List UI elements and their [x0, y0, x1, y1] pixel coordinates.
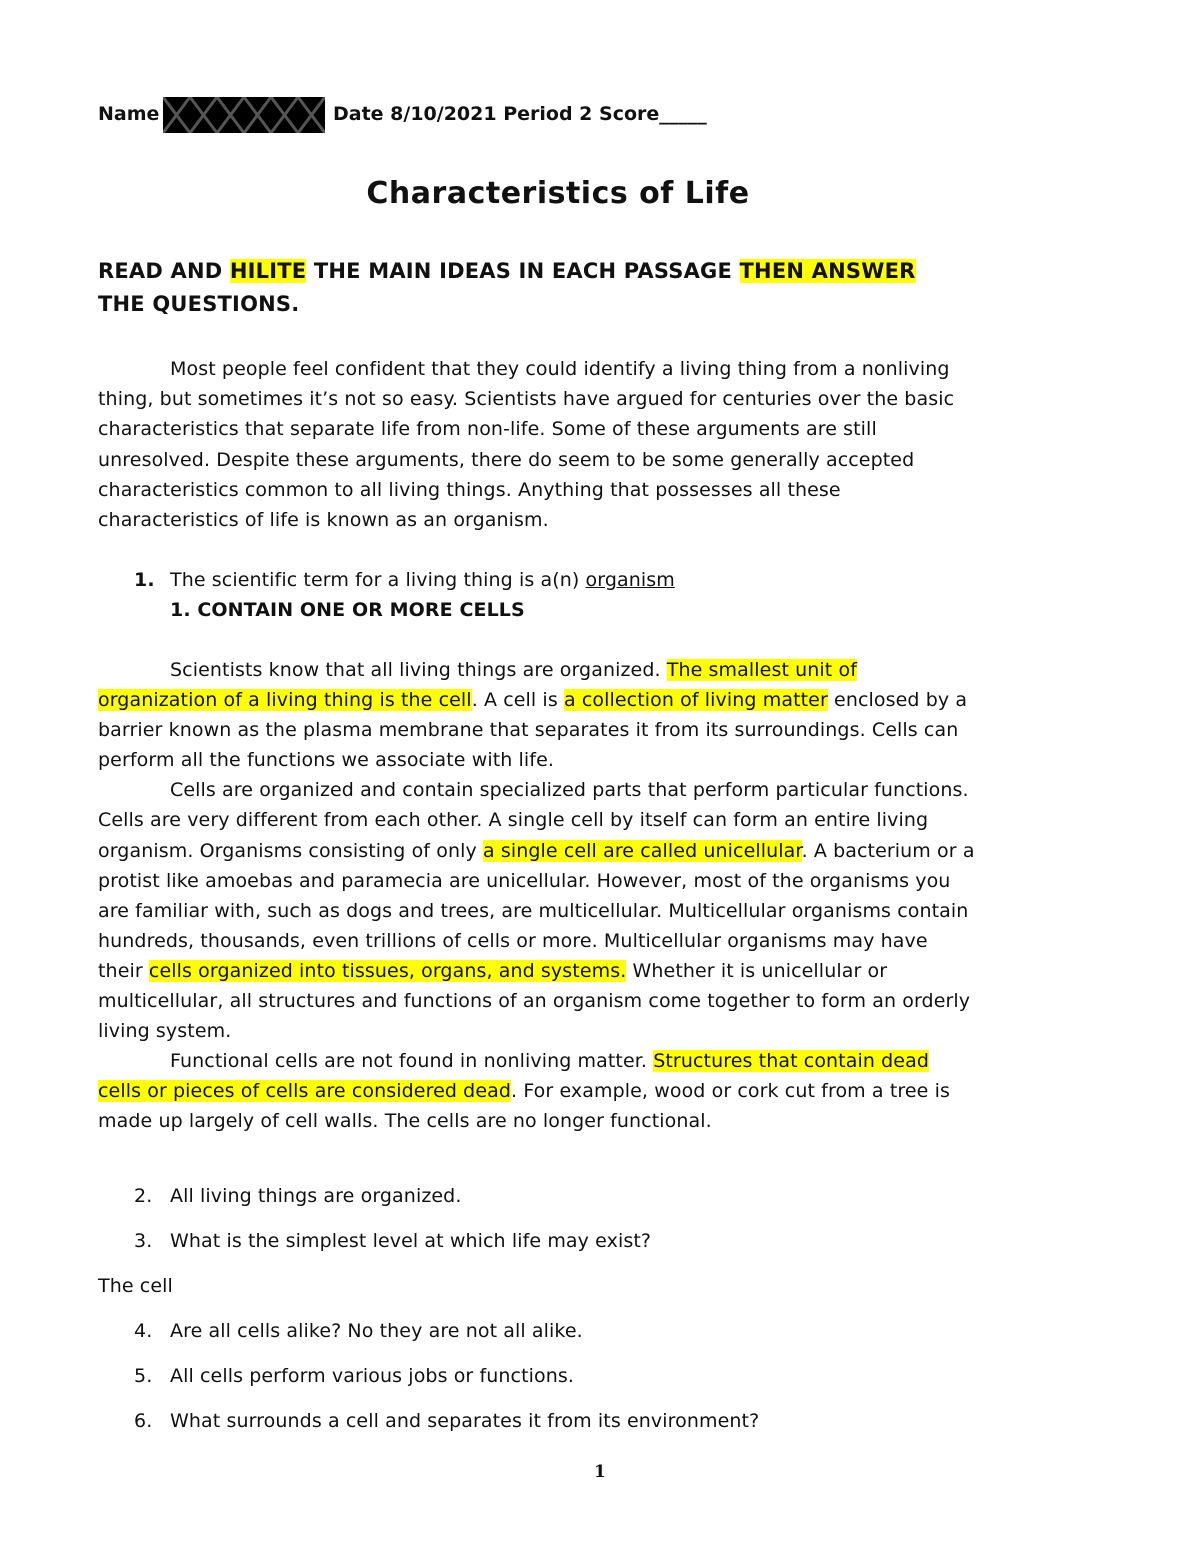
- page-number: 1: [594, 1462, 606, 1482]
- passage-text: organism. Organisms consisting of only: [98, 840, 483, 862]
- passage-line: made up largely of cell walls. The cells are no longer functional.: [98, 1110, 712, 1132]
- passage-line: hundreds, thousands, even trillions of cells or more. Multicellular organisms may have: [98, 930, 928, 952]
- question-1-answer: organism: [585, 569, 675, 591]
- passage-line: multicellular, all structures and functions of an organism come together to form an orderly: [98, 990, 971, 1012]
- passage-line: [170, 1050, 929, 1072]
- page-title: Characteristics of Life: [366, 176, 750, 211]
- instructions-text: READ AND: [98, 259, 230, 283]
- section-heading: 1. CONTAIN ONE OR MORE CELLS: [170, 599, 525, 621]
- passage-line: are familiar with, such as dogs and trees, are multicellular. Multicellular organisms contain: [98, 900, 969, 922]
- passage-text: Whether it is unicellular or: [626, 960, 888, 982]
- question-4-number: 4.: [134, 1320, 153, 1342]
- instructions-highlight-then-answer: THEN ANSWER: [739, 259, 916, 283]
- intro-line: characteristics common to all living things. Anything that possesses all these: [98, 479, 841, 501]
- instructions-highlight-hilite: HILITE: [229, 259, 307, 283]
- question-1: [170, 569, 675, 591]
- passage-line: Cells are organized and contain specialized parts that perform particular functions.: [170, 779, 969, 801]
- intro-line: characteristics of life is known as an organism.: [98, 509, 549, 531]
- passage-text: . A cell is: [471, 689, 564, 711]
- question-1-text: The scientific term for a living thing is a(n): [170, 569, 586, 591]
- question-3-text: What is the simplest level at which life may exist?: [170, 1230, 652, 1252]
- question-3-number: 3.: [134, 1230, 153, 1252]
- question-4-text: Are all cells alike? No they are not all alike.: [170, 1320, 583, 1342]
- passage-highlight: a collection of living matter: [563, 689, 828, 711]
- passage-text: . For example, wood or cork cut from a tree is: [511, 1080, 950, 1102]
- passage-line: Cells are very different from each other. A single cell by itself can form an entire living: [98, 809, 929, 831]
- passage-line: [98, 1080, 950, 1102]
- passage-line: [98, 689, 967, 711]
- passage-line: [170, 659, 857, 681]
- passage-highlight: cells organized into tissues, organs, and systems.: [148, 960, 627, 982]
- name-label: Name: [98, 103, 160, 125]
- passage-text: their: [98, 960, 149, 982]
- question-2-number: 2.: [134, 1185, 153, 1207]
- intro-line: thing, but sometimes it’s not so easy. Scientists have argued for centuries over the basic: [98, 388, 955, 410]
- question-5-number: 5.: [134, 1365, 153, 1387]
- instructions-line-1: [98, 259, 916, 283]
- instructions-text: THE MAIN IDEAS IN EACH PASSAGE: [306, 259, 740, 283]
- passage-highlight: The smallest unit of: [666, 659, 858, 681]
- redaction-pattern-icon: [163, 97, 325, 133]
- question-6-number: 6.: [134, 1410, 153, 1432]
- instructions-line-2: THE QUESTIONS.: [98, 292, 300, 316]
- question-3-answer: The cell: [98, 1275, 173, 1297]
- passage-highlight: organization of a living thing is the cell: [98, 689, 472, 711]
- question-5-text: All cells perform various jobs or functions.: [170, 1365, 575, 1387]
- passage-line: barrier known as the plasma membrane that separates it from its surroundings. Cells can: [98, 719, 959, 741]
- passage-text: Scientists know that all living things are organized.: [170, 659, 667, 681]
- passage-line: [98, 960, 887, 982]
- passage-line: living system.: [98, 1020, 232, 1042]
- passage-highlight: cells or pieces of cells are considered dead: [98, 1080, 512, 1102]
- redacted-name-box: [163, 97, 325, 133]
- passage-highlight: a single cell are called unicellular: [482, 840, 802, 862]
- intro-line: characteristics that separate life from non-life. Some of these arguments are still: [98, 418, 877, 440]
- passage-text: . A bacterium or a: [801, 840, 975, 862]
- question-6-text: What surrounds a cell and separates it from its environment?: [170, 1410, 760, 1432]
- passage-highlight: Structures that contain dead: [653, 1050, 929, 1072]
- question-2-text: All living things are organized.: [170, 1185, 462, 1207]
- passage-text: Functional cells are not found in nonliving matter.: [170, 1050, 654, 1072]
- passage-line: protist like amoebas and paramecia are unicellular. However, most of the organisms you: [98, 870, 951, 892]
- question-1-number: 1.: [134, 569, 155, 591]
- passage-line: perform all the functions we associate with life.: [98, 749, 555, 771]
- date-period-score-label: Date 8/10/2021 Period 2 Score: [333, 103, 660, 125]
- header-date-period-score: [333, 103, 707, 125]
- passage-text: enclosed by a: [827, 689, 968, 711]
- score-blank: _____: [659, 103, 707, 125]
- intro-line: Most people feel confident that they could identify a living thing from a nonliving: [170, 358, 950, 380]
- intro-line: unresolved. Despite these arguments, there do seem to be some generally accepted: [98, 449, 915, 471]
- passage-line: [98, 840, 975, 862]
